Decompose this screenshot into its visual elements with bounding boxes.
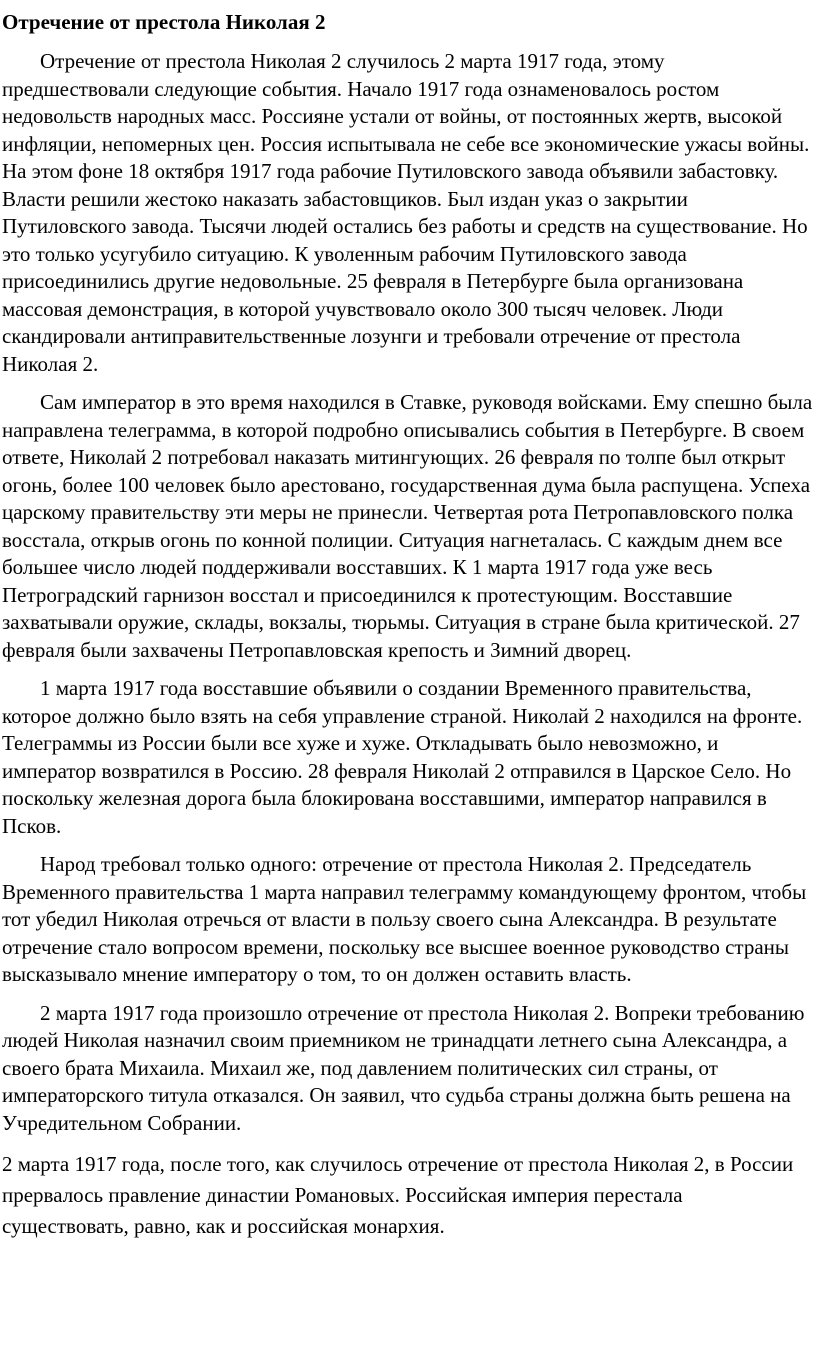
paragraph-6: 2 марта 1917 года, после того, как случилось отречение от престола Николая 2, в России прервалось правление династии Романовых. Российская империя перестала существовать, равно, как и российская монархия. xyxy=(2,1152,794,1238)
paragraph-3: 1 марта 1917 года восставшие объявили о создании Временного правительства, которое должно было взять на себя управление страной. Николай 2 находился на фронте. Телеграммы из России были все хуже и хуже. Откладывать было невозможно, и император возвратился в Россию. 28 февраля Николай 2 отправился в Царское Село. Но поскольку железная дорога была блокирована восставшими, император направился в Псков. xyxy=(2,676,803,838)
paragraph-1: Отречение от престола Николая 2 случилось 2 марта 1917 года, этому предшествовали следующие события. Начало 1917 года ознаменовалось ростом недовольств народных масс. Россияне устали от войны, от постоянных жертв, высокой инфляции, непомерных цен. Россия испытывала не себе все экономические ужасы войны. На этом фоне 18 октября 1917 года рабочие Путиловского завода объявили забастовку. Власти решили жестоко наказать забастовщиков. Был издан указ о закрытии Путиловского завода. Тысячи людей остались без работы и средств на существование. Но это только усугубило ситуацию. К уволенным рабочим Путиловского завода присоединились другие недовольные. 25 февраля в Петербурге была организована массовая демонстрация, в которой учувствовало около 300 тысяч человек. Люди скандировали антиправительственные лозунги и требовали отречение от престола Николая 2. xyxy=(2,49,810,376)
document-title: Отречение от престола Николая 2 xyxy=(2,10,326,34)
paragraph-2: Сам император в это время находился в Ставке, руководя войсками. Ему спешно была направлена телеграмма, в которой подробно описывались события в Петербурге. В своем ответе, Николай 2 потребовал наказать митингующих. 26 февраля по толпе был открыт огонь, более 100 человек было арестовано, государственная дума была распущена. Успеха царскому правительству эти меры не принесли. Четвертая рота Петропавловского полка восстала, открыв огонь по конной полиции. Ситуация нагнеталась. С каждым днем все большее число людей поддерживали восставших. К 1 марта 1917 года уже весь Петроградский гарнизон восстал и присоединился к протестующим. Восставшие захватывали оружие, склады, вокзалы, тюрьмы. Ситуация в стране была критической. 27 февраля были захвачены Петропавловская крепость и Зимний дворец. xyxy=(2,390,813,662)
paragraph-4: Народ требовал только одного: отречение от престола Николая 2. Председатель Временного правительства 1 марта направил телеграмму командующему фронтом, чтобы тот убедил Николая отречься от власти в пользу своего сына Александра. В результате отречение стало вопросом времени, поскольку все высшее военное руководство страны высказывало мнение императору о том, то он должен оставить власть. xyxy=(2,852,807,986)
paragraph-5: 2 марта 1917 года произошло отречение от престола Николая 2. Вопреки требованию людей Николая назначил своим приемником не тринадцати летнего сына Александра, а своего брата Михаила. Михаил же, под давлением политических сил страны, от императорского титула отказался. Он заявил, что судьба страны должна быть решена на Учредительном Собрании. xyxy=(2,1000,805,1135)
